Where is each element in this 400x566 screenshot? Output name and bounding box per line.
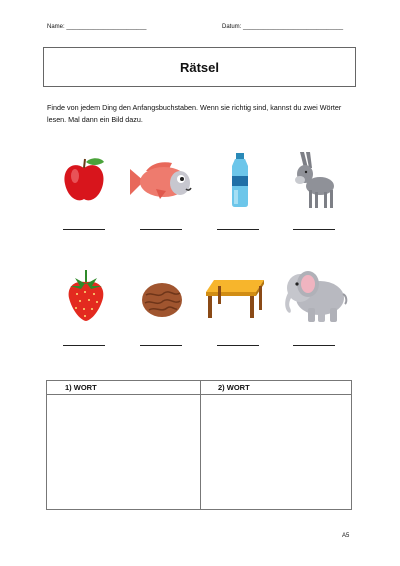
answer-table-divider — [200, 381, 201, 509]
answer-line[interactable] — [140, 345, 182, 346]
answer-table — [46, 380, 352, 510]
answer-line[interactable] — [293, 345, 335, 346]
word-1-label: 1) WORT — [65, 383, 97, 392]
page-title: Rätsel — [179, 59, 220, 75]
word-2-label: 2) WORT — [218, 383, 250, 392]
apple-icon — [62, 156, 106, 204]
answer-line[interactable] — [217, 229, 259, 230]
donkey-icon — [292, 150, 336, 210]
strawberry-icon — [65, 268, 107, 322]
answer-line[interactable] — [63, 345, 105, 346]
title-box — [43, 47, 356, 87]
name-field-label: Name: ________________________ — [47, 24, 147, 30]
instructions-text: Finde von jedem Ding den Anfangsbuchstaben. Wenn sie richtig sind, kannst du zwei Wörter lesen. Mal dann ein Bild dazu. — [47, 103, 342, 124]
walnut-icon — [140, 281, 184, 319]
answer-line[interactable] — [217, 345, 259, 346]
answer-line[interactable] — [293, 229, 335, 230]
elephant-icon — [280, 268, 348, 324]
date-field-label: Datum: ______________________________ — [222, 24, 344, 30]
answer-line[interactable] — [140, 229, 182, 230]
water-bottle-icon — [229, 152, 251, 208]
answer-line[interactable] — [63, 229, 105, 230]
page-number: A5 — [342, 533, 350, 539]
table-icon — [204, 278, 266, 320]
fish-icon — [128, 159, 192, 205]
